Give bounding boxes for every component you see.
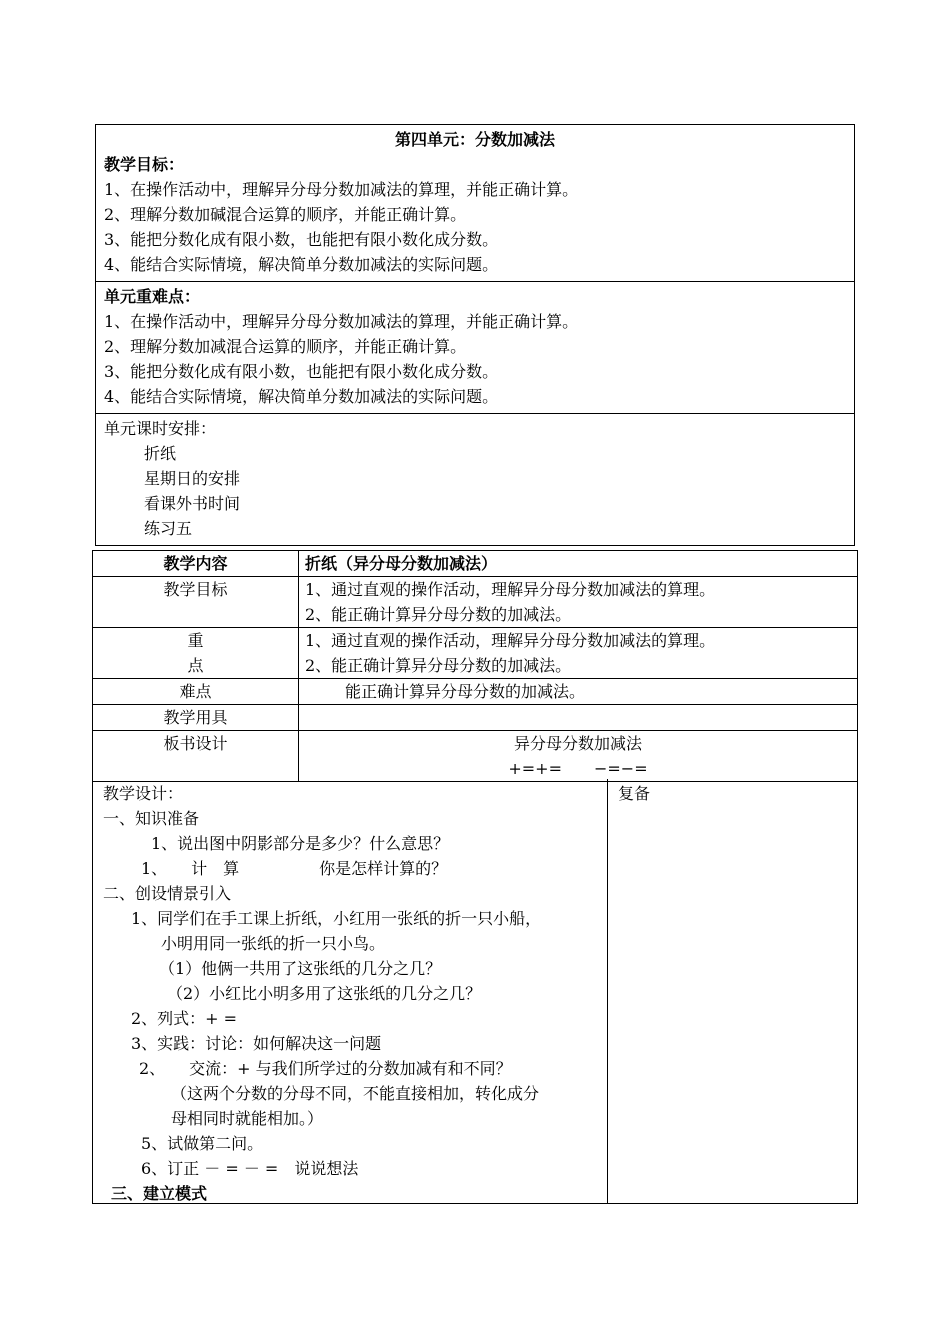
schedule-item: 看课外书时间 (144, 494, 241, 513)
design-line: （这两个分数的分母不同，不能直接相加，转化成分 (171, 1084, 540, 1103)
design-line: 1、同学们在手工课上折纸，小红用一张纸的折一只小船， (131, 909, 542, 928)
design-line: 一、知识准备 (103, 809, 200, 828)
design-line: 2、 交流：+ 与我们所学过的分数加减有和不同？ (139, 1059, 512, 1078)
schedule-item: 折纸 (144, 444, 177, 463)
difficulty-label: 难点 (93, 679, 299, 705)
design-line: 二、创设情景引入 (103, 884, 232, 903)
key-cell (299, 628, 858, 679)
design-line: （1）他俩一共用了这张纸的几分之几？ (159, 959, 442, 978)
schedule-heading: 单元课时安排： (104, 419, 217, 438)
board-row (93, 731, 858, 782)
unit-overview-table (95, 124, 855, 546)
difficulty-value: 能正确计算异分母分数的加减法。 (299, 679, 858, 705)
board-title: 异分母分数加减法 (513, 734, 642, 753)
key-label-line: 重 (187, 631, 204, 650)
difficulty-row (93, 679, 858, 705)
design-heading: 教学设计： (103, 784, 184, 803)
unit-key-points-section (96, 282, 854, 414)
goal-item: 3、能把分数化成有限小数，也能把有限小数化成分数。 (104, 230, 499, 249)
lesson-table (92, 550, 858, 782)
schedule-item: 星期日的安排 (144, 469, 241, 488)
key-point-item: 4、能结合实际情境，解决简单分数加减法的实际问题。 (104, 387, 499, 406)
key-label-line: 点 (187, 656, 204, 675)
unit-schedule-section (96, 414, 854, 545)
content-label: 教学内容 (93, 551, 299, 577)
unit-goals-section (96, 125, 854, 282)
goals-heading: 教学目标： (104, 155, 185, 174)
teaching-design-column (93, 779, 608, 1203)
goal-label: 教学目标 (93, 577, 299, 628)
key-point-item: 2、理解分数加减混合运算的顺序，并能正确计算。 (104, 337, 467, 356)
key-line: 2、能正确计算异分母分数的加减法。 (305, 656, 572, 675)
board-formula: +=+= −=−= (508, 759, 648, 778)
goal-row (93, 577, 858, 628)
design-line: 母相同时就能相加。） (171, 1109, 324, 1128)
tools-label: 教学用具 (93, 705, 299, 731)
review-label: 复备 (618, 784, 651, 803)
teaching-design-box (92, 779, 858, 1204)
goal-cell (299, 577, 858, 628)
design-line: 1、 计 算 你是怎样计算的？ (141, 859, 448, 878)
board-cell (299, 731, 858, 782)
design-line: 3、实践：讨论：如何解决这一问题 (131, 1034, 382, 1053)
design-line: 5、试做第二问。 (141, 1134, 264, 1153)
key-row (93, 628, 858, 679)
design-line: 6、订正 － = － = 说说想法 (141, 1159, 359, 1178)
goal-line: 1、通过直观的操作活动，理解异分母分数加减法的算理。 (305, 580, 716, 599)
schedule-item: 练习五 (144, 519, 193, 538)
content-row (93, 551, 858, 577)
key-point-item: 1、在操作活动中，理解异分母分数加减法的算理，并能正确计算。 (104, 312, 579, 331)
key-label (93, 628, 299, 679)
goal-item: 1、在操作活动中，理解异分母分数加减法的算理，并能正确计算。 (104, 180, 579, 199)
key-point-item: 3、能把分数化成有限小数，也能把有限小数化成分数。 (104, 362, 499, 381)
goal-line: 2、能正确计算异分母分数的加减法。 (305, 605, 572, 624)
design-line: 小明用同一张纸的折一只小鸟。 (161, 934, 386, 953)
design-line: 三、建立模式 (111, 1184, 208, 1203)
tools-value (299, 705, 858, 731)
content-value: 折纸（异分母分数加减法） (299, 551, 858, 577)
design-line: （2）小红比小明多用了这张纸的几分之几？ (167, 984, 482, 1003)
board-label: 板书设计 (93, 731, 299, 782)
review-column (608, 779, 857, 1207)
key-points-heading: 单元重难点： (104, 287, 201, 306)
unit-title: 第四单元：分数加减法 (394, 130, 555, 149)
key-line: 1、通过直观的操作活动，理解异分母分数加减法的算理。 (305, 631, 716, 650)
design-line: 2、列式：+ = (131, 1009, 238, 1028)
goal-item: 2、理解分数加碱混合运算的顺序，并能正确计算。 (104, 205, 467, 224)
design-line: 1、说出图中阴影部分是多少？什么意思？ (151, 834, 450, 853)
tools-row (93, 705, 858, 731)
goal-item: 4、能结合实际情境，解决简单分数加减法的实际问题。 (104, 255, 499, 274)
